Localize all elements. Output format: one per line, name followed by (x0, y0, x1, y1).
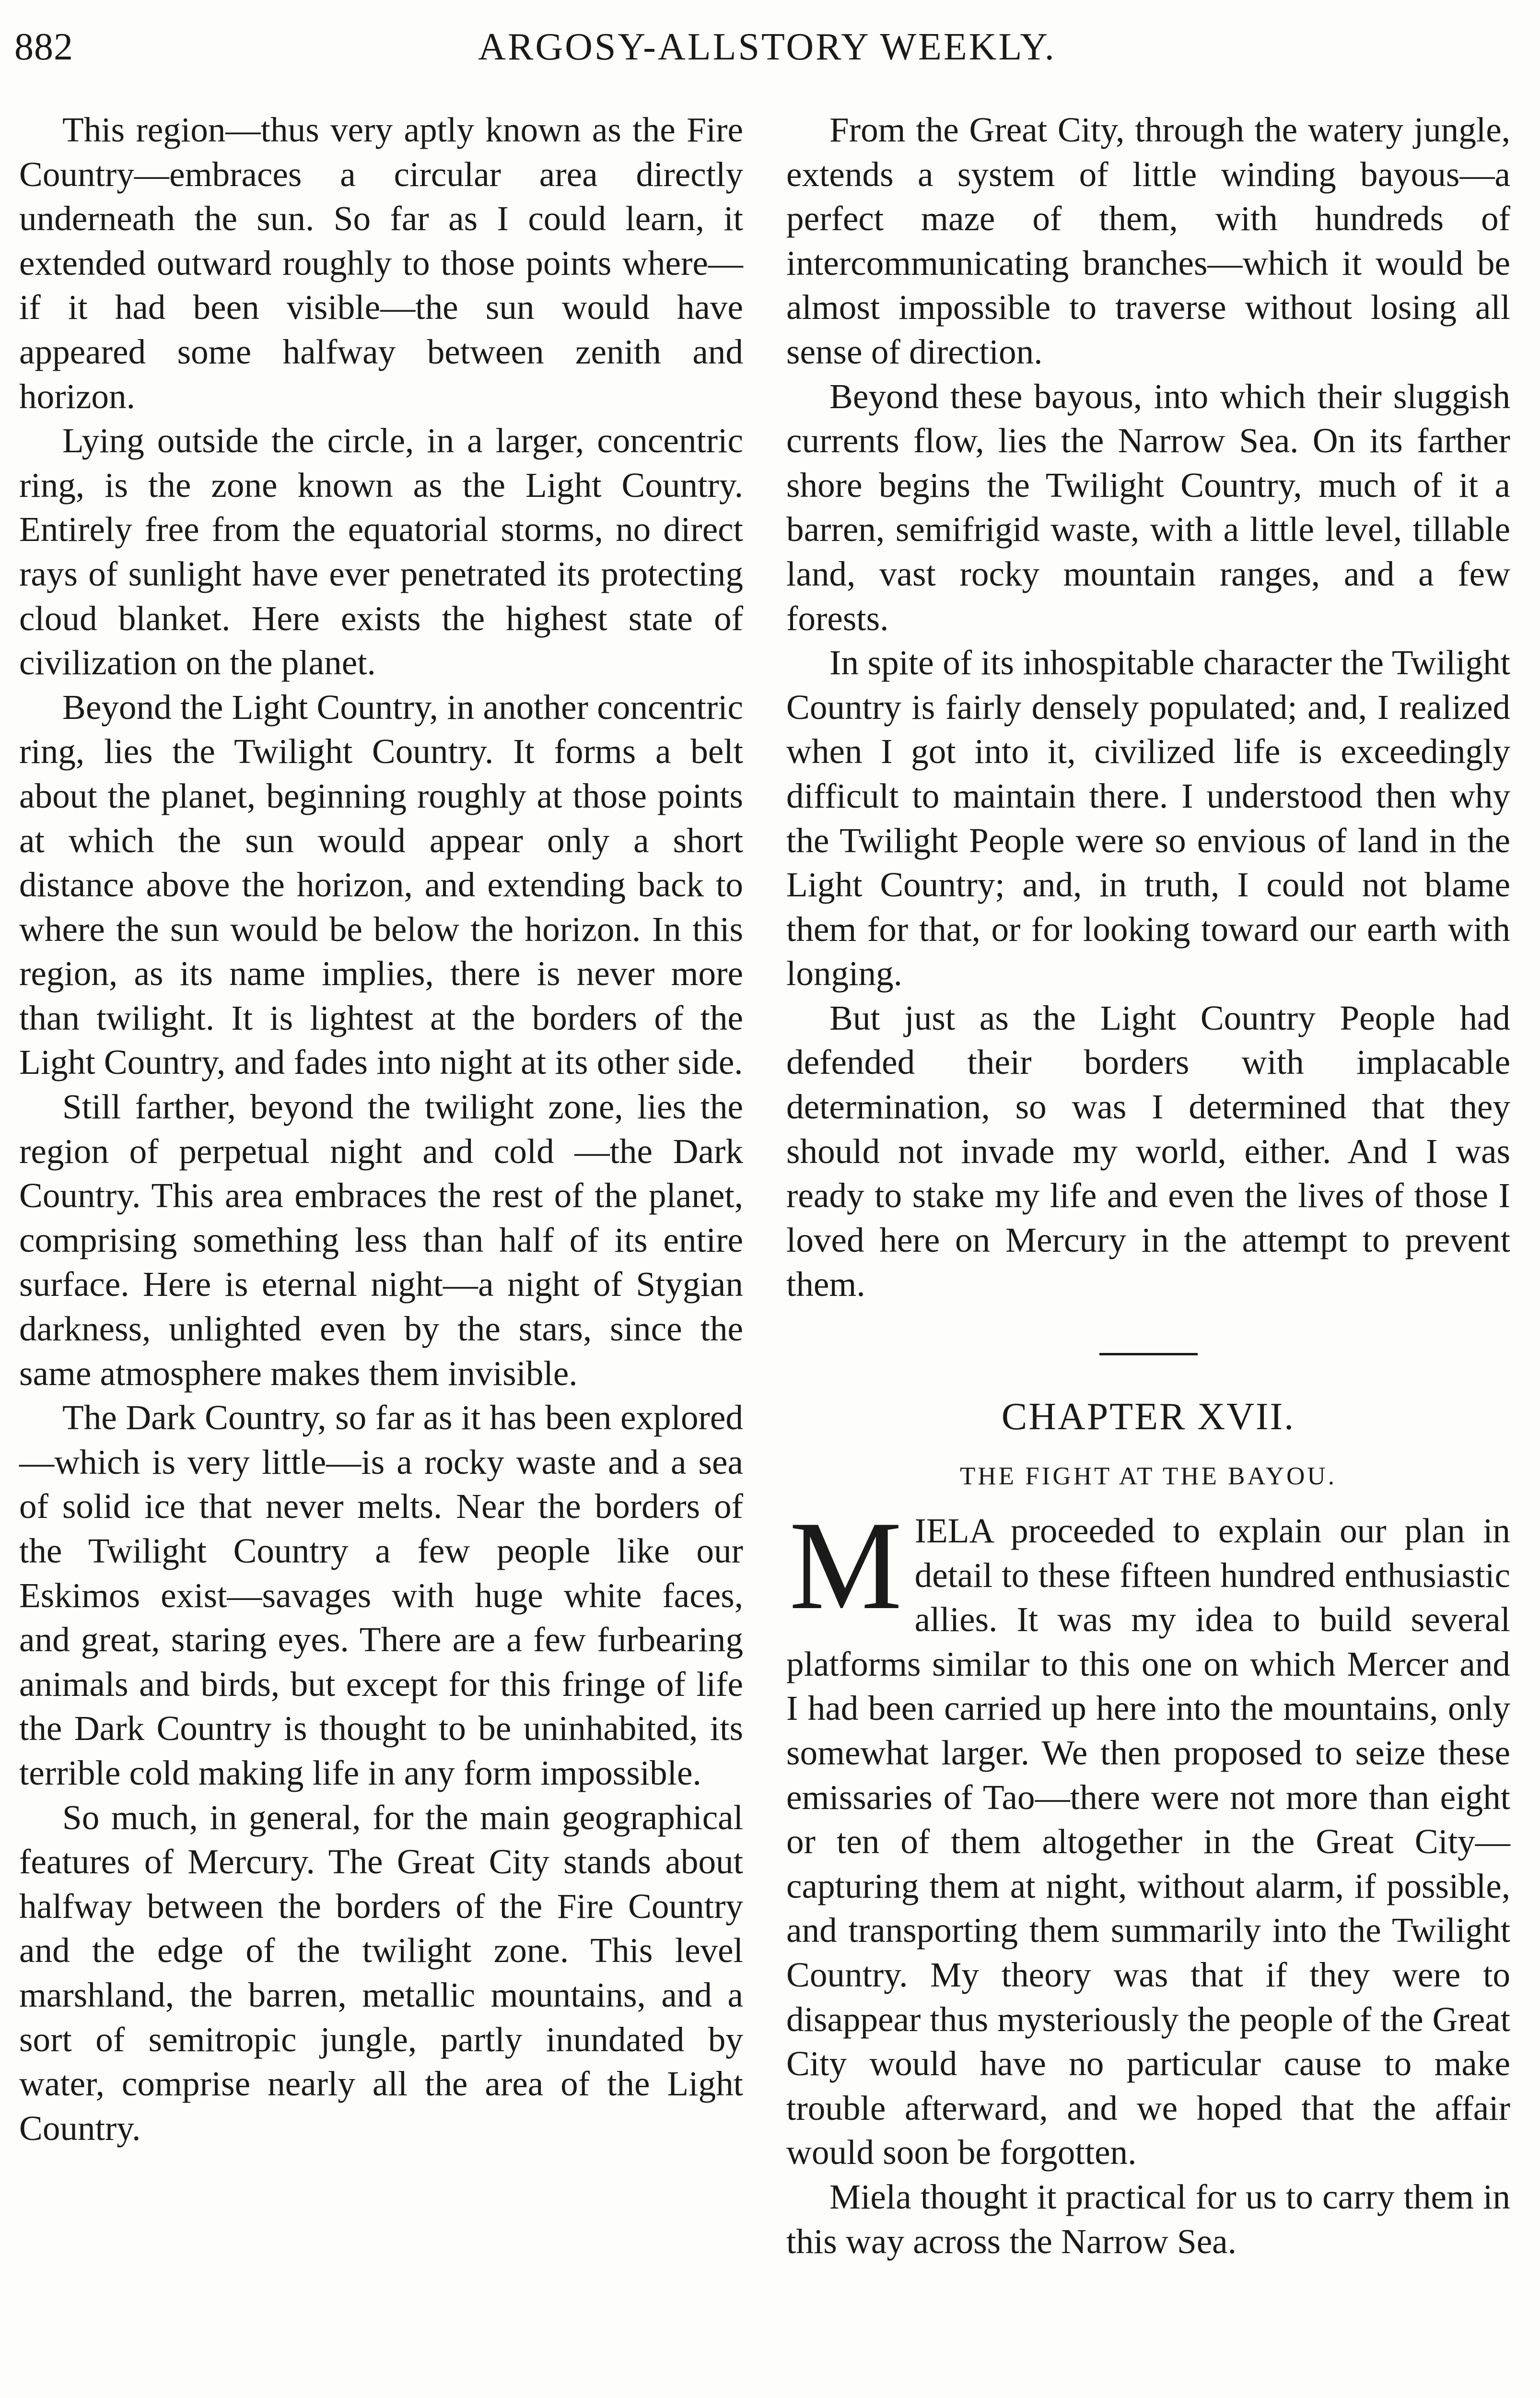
running-title: ARGOSY-ALLSTORY WEEKLY. (478, 26, 1056, 68)
paragraph: Lying outside the circle, in a larger, concentric ring, is the zone known as the Light Country. Entirely free from the equatorial storms, no direct rays of sunlight have ever penetrated its protecting cloud blanket. Here exists the highest state of civilization on the planet. (19, 421, 743, 682)
paragraph: But just as the Light Country People had defended their borders with implacable determination, so was I determined that they should not invade my world, either. And I was ready to stake my life and even the lives of those I loved here on Mercury in the attempt to prevent them. (786, 998, 1510, 1304)
paragraph: This region—thus very aptly known as the Fire Country—embraces a circular area directly underneath the sun. So far as I could learn, it extended outward roughly to those points where—if it had been visible—the sun would have appeared some halfway between zenith and horizon. (19, 110, 743, 416)
paragraph: Miela thought it practical for us to carry them in this way across the Narrow Sea. (786, 2177, 1510, 2261)
page-header (14, 19, 1520, 82)
page-number: 882 (14, 26, 73, 68)
right-column (786, 108, 1510, 2264)
paragraph: Beyond the Light Country, in another concentric ring, lies the Twilight Country. It forms a belt about the planet, beginning roughly at those points at which the sun would appear only a short distance above the horizon, and extending back to where the sun would be below the horizon. In this region, as its name implies, there is never more than twilight. It is lightest at the borders of the Light Country, and fades into night at its other side. (19, 687, 744, 1082)
paragraph: In spite of its inhospitable character the Twilight Country is fairly densely populated; and, I realized when I got into it, civilized life is exceedingly difficult to maintain there. I understood then why the Twilight People were so envious of land in the Light Country; and, in truth, I could not blame them for that, or for looking toward our earth with longing. (786, 643, 1510, 993)
paragraph: Still farther, beyond the twilight zone, lies the region of perpetual night and cold —the Dark Country. This area embraces the rest of the planet, comprising something less than half of its entire surface. Here is eternal night—a night of Stygian darkness, unlighted even by the stars, since the same atmosphere makes them invisible. (19, 1087, 743, 1393)
paragraph: From the Great City, through the watery jungle, extends a system of little winding bayous—a perfect maze of them, with hundreds of intercommunicating branches—which it would be almost impossible to traverse without losing all sense of direction. (786, 110, 1510, 371)
paragraph-text: IELA proceeded to explain our plan in detail to these fifteen hundred enthusiastic allies. It was my idea to build several platforms similar to this one on which Mercer and I had been carried up here into the mountains, only somewhat larger. We then proposed to seize these emissaries of Tao—there were not more than eight or ten of them altogether in the Great City—capturing them at night, without alarm, if possible, and transporting them summarily into the Twilight Country. My theory was that if they were to disappear thus mysteriously the people of the Great City would have no particular cause to make trouble afterward, and we hoped that the affair would soon be forgotten. (786, 1511, 1510, 2172)
section-divider (1099, 1353, 1198, 1355)
drop-cap: M (789, 1495, 902, 1636)
chapter-opening-paragraph (786, 1495, 1510, 2175)
paragraph: So much, in general, for the main geographical features of Mercury. The Great City stands about halfway between the borders of the Fire Country and the edge of the twilight zone. This level marshland, the barren, metallic mountains, and a sort of semitropic jungle, partly inundated by water, comprise nearly all the area of the Light Country. (19, 1798, 743, 2148)
paragraph: Beyond these bayous, into which their sluggish currents flow, lies the Narrow Sea. On its farther shore begins the Twilight Country, much of it a barren, semifrigid waste, with a little level, tillable land, vast rocky mountain ranges, and a few forests. (786, 376, 1510, 638)
chapter-subtitle: THE FIGHT AT THE BAYOU. (960, 1462, 1337, 1491)
left-column (19, 108, 743, 2151)
paragraph: The Dark Country, so far as it has been explored—which is very little—is a rocky waste and a sea of solid ice that never melts. Near the borders of the Twilight Country a few people like our Eskimos exist—savages with huge white faces, and great, staring eyes. There are a few furbearing animals and birds, but except for this fringe of life the Dark Country is thought to be uninhabited, its terrible cold making life in any form impossible. (19, 1398, 743, 1792)
chapter-title: CHAPTER XVII. (1001, 1396, 1295, 1438)
